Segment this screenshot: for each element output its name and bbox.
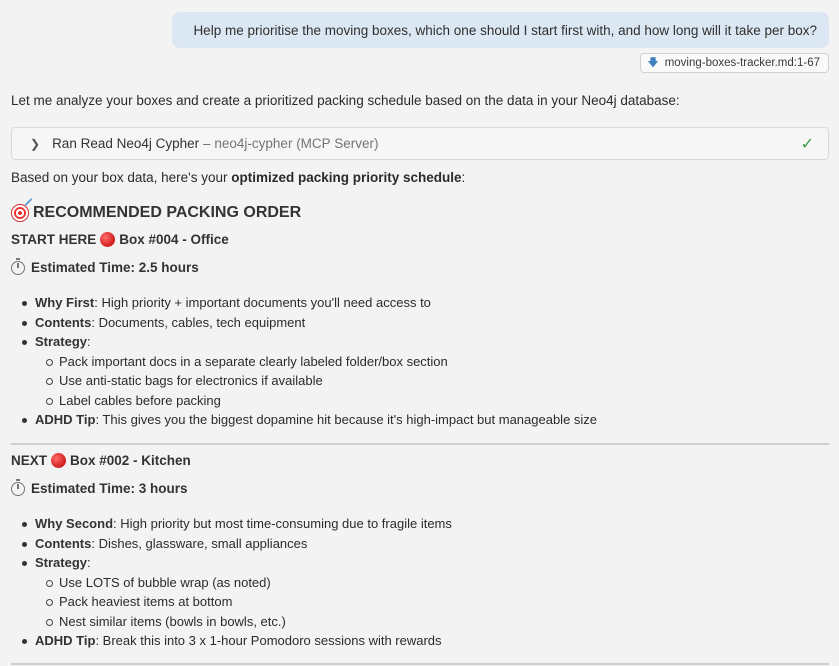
strategy-colon: : (87, 334, 91, 349)
user-message (172, 12, 829, 48)
box-label-prefix: START HERE (11, 232, 97, 247)
list-item (35, 631, 452, 651)
divider (11, 663, 829, 665)
strategy-item: Use anti-static bags for electronics if available (35, 371, 597, 391)
check-icon: ✓ (800, 135, 814, 153)
download-icon: 🡇 (647, 56, 659, 69)
contents-text: : Documents, cables, tech equipment (91, 314, 306, 330)
tool-call-panel[interactable] (11, 127, 829, 160)
time-estimate-second (11, 481, 188, 496)
tool-call-server: neo4j-cypher (MCP Server) (214, 136, 379, 151)
box-label-name: Box #004 - Office (119, 232, 229, 247)
why-text: : High priority + important documents you'll need access to (94, 295, 431, 310)
dart-target-icon (11, 204, 29, 222)
list-item (35, 553, 452, 573)
box-label-first (11, 232, 229, 247)
tool-call-separator: – (203, 136, 211, 151)
list-item (35, 313, 597, 333)
box-details-first (35, 293, 597, 430)
strategy-item: Label cables before packing (35, 391, 597, 411)
summary-bold: optimized packing priority schedule (231, 170, 462, 185)
tip-label: ADHD Tip (35, 633, 96, 648)
box-label-name: Box #002 - Kitchen (70, 453, 191, 468)
time-estimate-text: Estimated Time: 2.5 hours (31, 260, 199, 275)
list-item (35, 410, 597, 430)
strategy-item: Nest similar items (bowls in bowls, etc.) (35, 612, 452, 632)
file-reference-chip[interactable] (640, 53, 829, 73)
contents-text: : Dishes, glassware, small appliances (91, 535, 308, 551)
strategy-colon: : (87, 555, 91, 570)
chevron-right-icon[interactable]: ❯ (30, 136, 41, 151)
list-item (35, 514, 452, 534)
box-label-prefix: NEXT (11, 453, 48, 468)
heading-text: RECOMMENDED PACKING ORDER (33, 204, 302, 221)
summary-line (11, 170, 465, 185)
tool-call-name: Ran Read Neo4j Cypher (52, 136, 200, 151)
time-estimate-first (11, 260, 199, 275)
section-heading (11, 204, 301, 222)
strategy-label: Strategy (35, 334, 88, 349)
list-item (35, 293, 597, 313)
stopwatch-icon (11, 261, 25, 275)
box-label-second (11, 453, 191, 468)
list-item (35, 534, 452, 554)
assistant-intro: Let me analyze your boxes and create a prioritized packing schedule based on the data in your Neo4j database: (11, 93, 680, 108)
why-text: : High priority but most time-consuming due to fragile items (113, 516, 452, 531)
file-reference-label: moving-boxes-tracker.md:1-67 (664, 57, 820, 69)
why-label: Why Second (35, 516, 114, 531)
strategy-item: Use LOTS of bubble wrap (as noted) (35, 573, 452, 593)
red-circle-icon (100, 232, 115, 247)
box-details-second (35, 514, 452, 651)
tip-text: : Break this into 3 x 1-hour Pomodoro sessions with rewards (95, 633, 442, 648)
contents-label: Contents (35, 535, 92, 551)
why-label: Why First (35, 295, 95, 310)
red-circle-icon (51, 453, 66, 468)
time-estimate-text: Estimated Time: 3 hours (31, 481, 188, 496)
user-message-text: Help me prioritise the moving boxes, which one should I start first with, and how long will it take per box? (193, 22, 817, 38)
summary-suffix: : (461, 170, 466, 185)
tip-label: ADHD Tip (35, 412, 96, 427)
summary-prefix: Based on your box data, here's your (11, 170, 232, 185)
contents-label: Contents (35, 314, 92, 330)
divider (11, 443, 829, 445)
strategy-item: Pack important docs in a separate clearly labeled folder/box section (35, 352, 597, 372)
strategy-label: Strategy (35, 555, 88, 570)
stopwatch-icon (11, 482, 25, 496)
strategy-item: Pack heaviest items at bottom (35, 592, 452, 612)
tip-text: : This gives you the biggest dopamine hit because it's high-impact but manageable size (95, 412, 598, 427)
list-item (35, 332, 597, 352)
